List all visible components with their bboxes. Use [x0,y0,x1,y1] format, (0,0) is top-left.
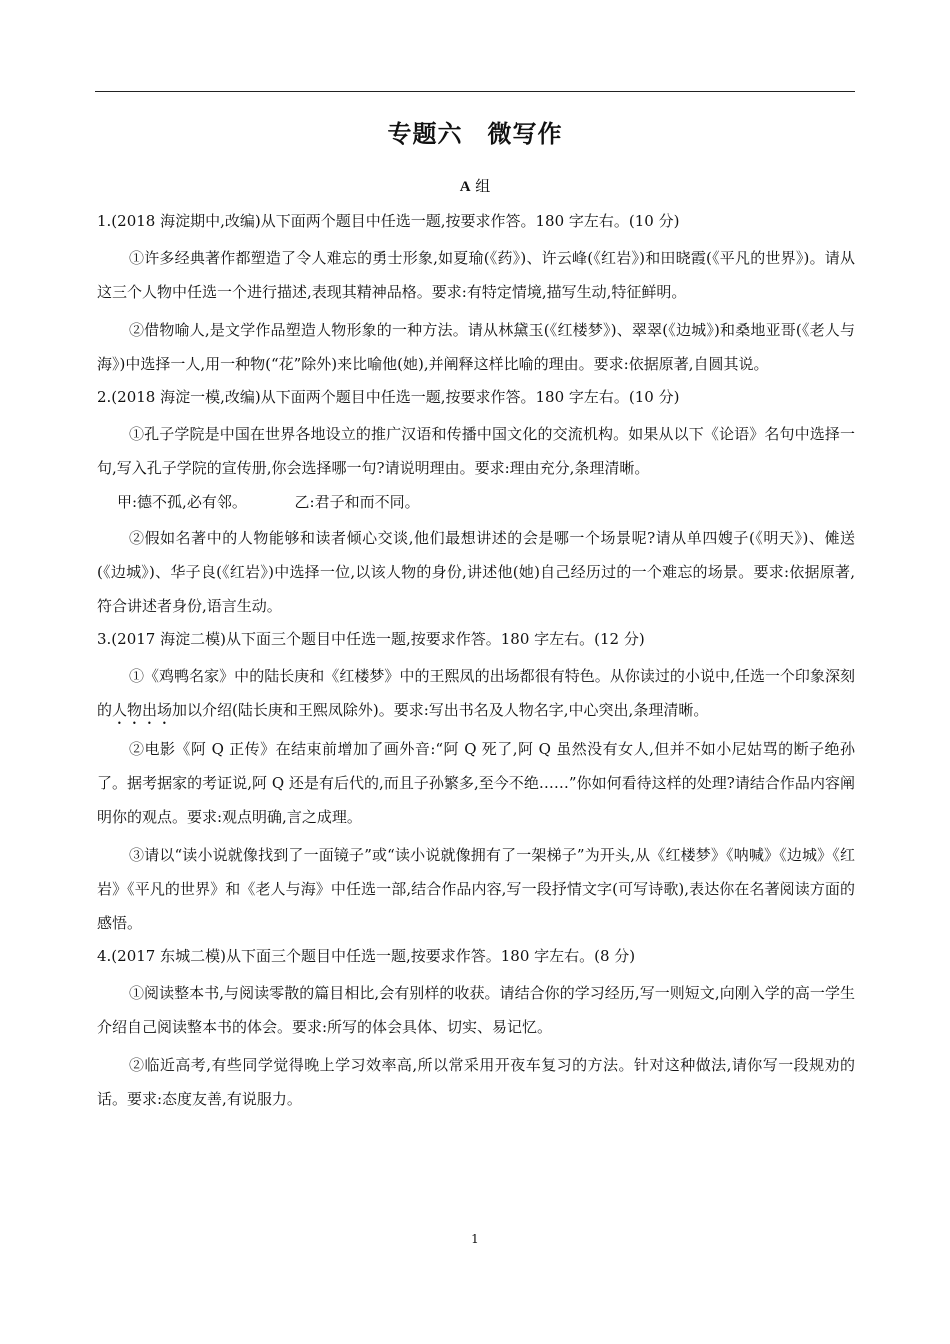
question-4-option-1: ①阅读整本书,与阅读零散的篇目相比,会有别样的收获。请结合你的学习经历,写一则短文,向刚入学的高一学生介绍自己阅读整本书的体会。要求:所写的体会具体、切实、易记忆。 [97,984,855,1036]
question-1-option-2: ②借物喻人,是文学作品塑造人物形象的一种方法。请从林黛玉(《红楼梦》)、翠翠(《边城》)和桑地亚哥(《老人与海》)中选择一人,用一种物(“花”除外)来比喻他(她),并阐释这样比喻的理由。要求:依据原著,自圆其说。 [97,321,855,373]
q3-o1-text-a: ①《鸡鸭名家》中的陆长庚和《红楼梦》中的王熙凤的出场都很有特色。从你读过的小说中,任选一个印象深刻的 [97,667,855,719]
question-4-option-2: ②临近高考,有些同学觉得晚上学习效率高,所以常采用开夜车复习的方法。针对这种做法,请你写一段规劝的话。要求:态度友善,有说服力。 [97,1056,855,1108]
question-3-option-3: ③请以“读小说就像找到了一面镜子”或“读小说就像拥有了一架梯子”为开头,从《红楼梦》《呐喊》《边城》《红岩》《平凡的世界》和《老人与海》中任选一部,结合作品内容,写一段抒情文字(可写诗歌),表达你在名著阅读方面的感悟。 [97,846,855,932]
q3-o1-text-b: 加以介绍(陆长庚和王熙凤除外)。要求:写出书名及人物名字,中心突出,条理清晰。 [172,701,709,719]
group-letter: A [459,179,471,195]
question-1-heading: 1.(2018 海淀期中,改编)从下面两个题目中任选一题,按要求作答。180 字左右。(10 分) [97,212,680,230]
page-number: 1 [471,1232,479,1246]
emphasized-text: 人物出场 [112,701,173,719]
question-list [97,205,855,1116]
question-2-option-2: ②假如名著中的人物能够和读者倾心交谈,他们最想讲述的会是哪一个场景呢?请从单四嫂子(《明天》)、傩送(《边城》)、华子良(《红岩》)中选择一位,以该人物的身份,讲述他(她)自己经历过的一个难忘的场景。要求:依据原著,符合讲述者身份,语言生动。 [97,529,855,615]
question-2-option-1: ①孔子学院是中国在世界各地设立的推广汉语和传播中国文化的交流机构。如果从以下《论语》名句中选择一句,写入孔子学院的宣传册,你会选择哪一句?请说明理由。要求:理由充分,条理清晰。 [97,425,855,477]
question-3-option-2: ②电影《阿 Q 正传》在结束前增加了画外音:“阿 Q 死了,阿 Q 虽然没有女人,但并不如小尼姑骂的断子绝孙了。据考据家的考证说,阿 Q 还是有后代的,而且子孙繁多,至今不绝……”你如何看待这样的处理?请结合作品内容阐明你的观点。要求:观点明确,言之成理。 [97,740,855,826]
group-label: 组 [470,177,491,195]
group-heading [0,175,950,196]
header-rule [95,91,855,92]
quote-a: 甲:德不孤,必有邻。 [117,493,247,511]
page-title: 专题六 微写作 [387,120,563,148]
question-3-heading: 3.(2017 海淀二模)从下面三个题目中任选一题,按要求作答。180 字左右。(12 分) [97,630,645,648]
question-2-heading: 2.(2018 海淀一模,改编)从下面两个题目中任选一题,按要求作答。180 字左右。(10 分) [97,388,680,406]
question-1-option-1: ①许多经典著作都塑造了令人难忘的勇士形象,如夏瑜(《药》)、许云峰(《红岩》)和田晓霞(《平凡的世界》)。请从这三个人物中任选一个进行描述,表现其精神品格。要求:有特定情境,描写生动,特征鲜明。 [97,249,855,301]
question-3-option-1 [97,659,855,728]
quote-b: 乙:君子和而不同。 [294,493,420,511]
question-2-quote-pair [97,485,855,519]
question-4-heading: 4.(2017 东城二模)从下面三个题目中任选一题,按要求作答。180 字左右。(8 分) [97,947,636,965]
